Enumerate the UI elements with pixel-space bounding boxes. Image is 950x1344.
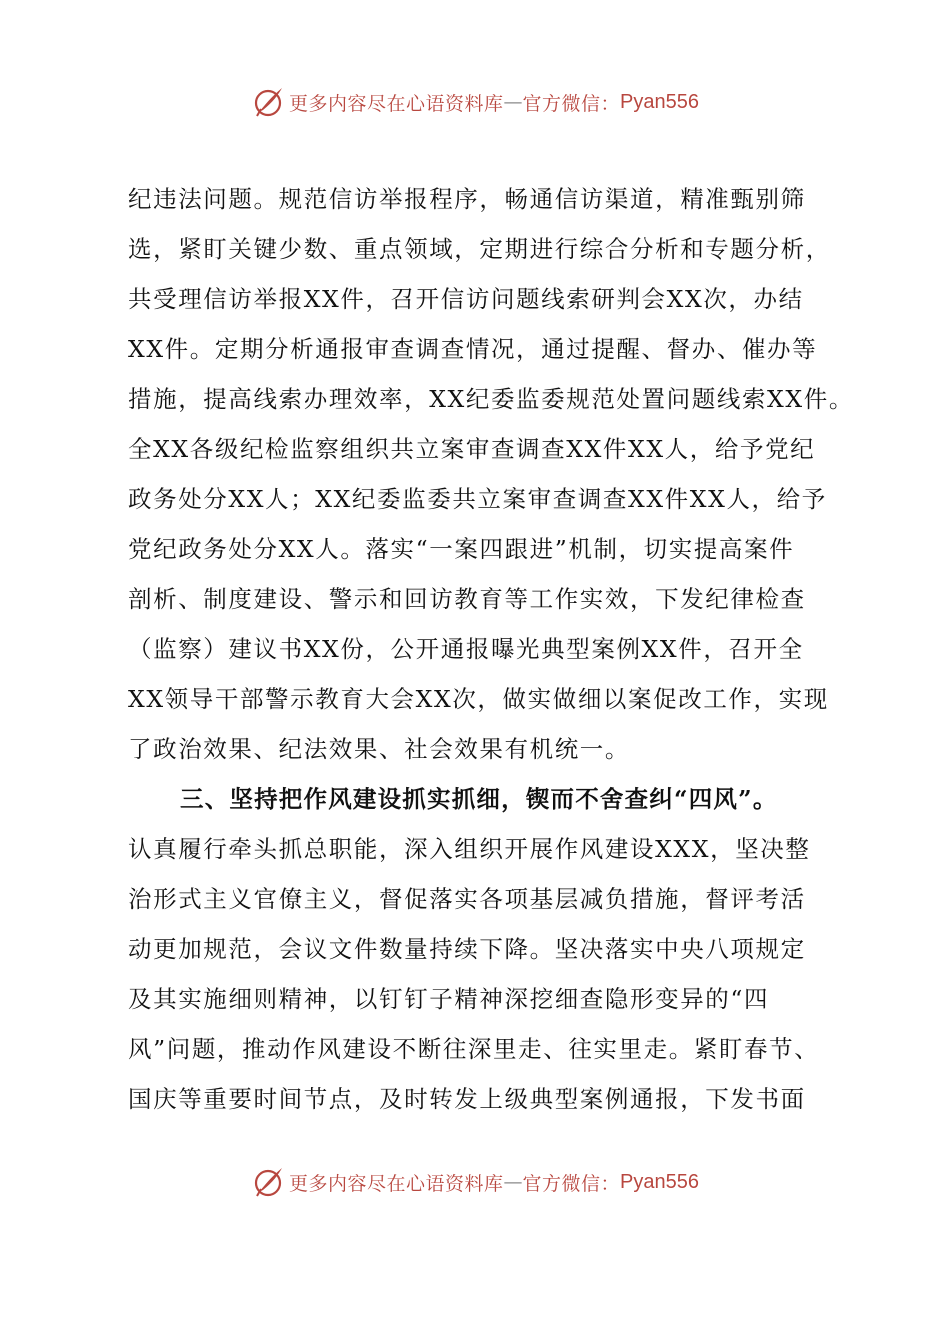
text-line: 共受理信访举报XX件，召开信访问题线索研判会XX次，办结: [128, 285, 804, 313]
section-heading: 三、坚持把作风建设抓实抓细，锲而不舍查纠“四风”。: [180, 785, 778, 813]
watermark-brand: 更多内容尽在心语资料库: [289, 92, 504, 115]
text-line: 党纪政务处分XX人。落实“一案四跟进”机制，切实提高案件: [128, 535, 795, 563]
watermark-separator: —: [503, 1171, 523, 1193]
footer-watermark: [0, 1162, 950, 1202]
text-line: 国庆等重要时间节点，及时转发上级典型案例通报，下发书面: [128, 1085, 806, 1113]
watermark-brand: 更多内容尽在心语资料库: [289, 1172, 504, 1195]
text-line: 选，紧盯关键少数、重点领域，定期进行综合分析和专题分析，: [128, 235, 831, 263]
document-body: [128, 174, 854, 1124]
watermark-handle: Pyan556: [620, 90, 699, 113]
text-line: XX领导干部警示教育大会XX次，做实做细以案促改工作，实现: [128, 685, 829, 713]
text-line: 全XX各级纪检监察组织共立案审查调查XX件XX人，给予党纪: [128, 435, 816, 463]
watermark-label: 官方微信：: [522, 1172, 621, 1195]
watermark-separator: —: [503, 91, 523, 113]
text-line: 风”问题，推动作风建设不断往深里走、往实里走。紧盯春节、: [128, 1035, 820, 1063]
text-line: 动更加规范，会议文件数量持续下降。坚决落实中央八项规定: [128, 935, 806, 963]
text-line: 措施，提高线索办理效率，XX纪委监委规范处置问题线索XX件。: [128, 385, 854, 413]
text-line: XX件。定期分析通报审查调查情况，通过提醒、督办、催办等: [128, 335, 818, 363]
text-line: 及其实施细则精神，以钉钉子精神深挖细查隐形变异的“四: [128, 985, 770, 1013]
watermark-label: 官方微信：: [522, 92, 621, 115]
header-watermark: [0, 82, 950, 122]
quill-circle-logo-icon: [251, 1165, 285, 1199]
text-line: 政务处分XX人；XX纪委监委共立案审查调查XX件XX人，给予: [128, 485, 827, 513]
text-line: （监察）建议书XX份，公开通报曝光典型案例XX件，召开全: [128, 635, 804, 663]
text-line: 纪违法问题。规范信访举报程序，畅通信访渠道，精准甄别筛: [128, 185, 806, 213]
watermark-handle: Pyan556: [620, 1170, 699, 1193]
text-line: 治形式主义官僚主义，督促落实各项基层减负措施，督评考活: [128, 885, 806, 913]
text-line: 剖析、制度建设、警示和回访教育等工作实效，下发纪律检查: [128, 585, 806, 613]
quill-circle-logo-icon: [251, 85, 285, 119]
text-line: 认真履行牵头抓总职能，深入组织开展作风建设XXX，坚决整: [128, 835, 811, 863]
text-line: 了政治效果、纪法效果、社会效果有机统一。: [128, 735, 630, 763]
